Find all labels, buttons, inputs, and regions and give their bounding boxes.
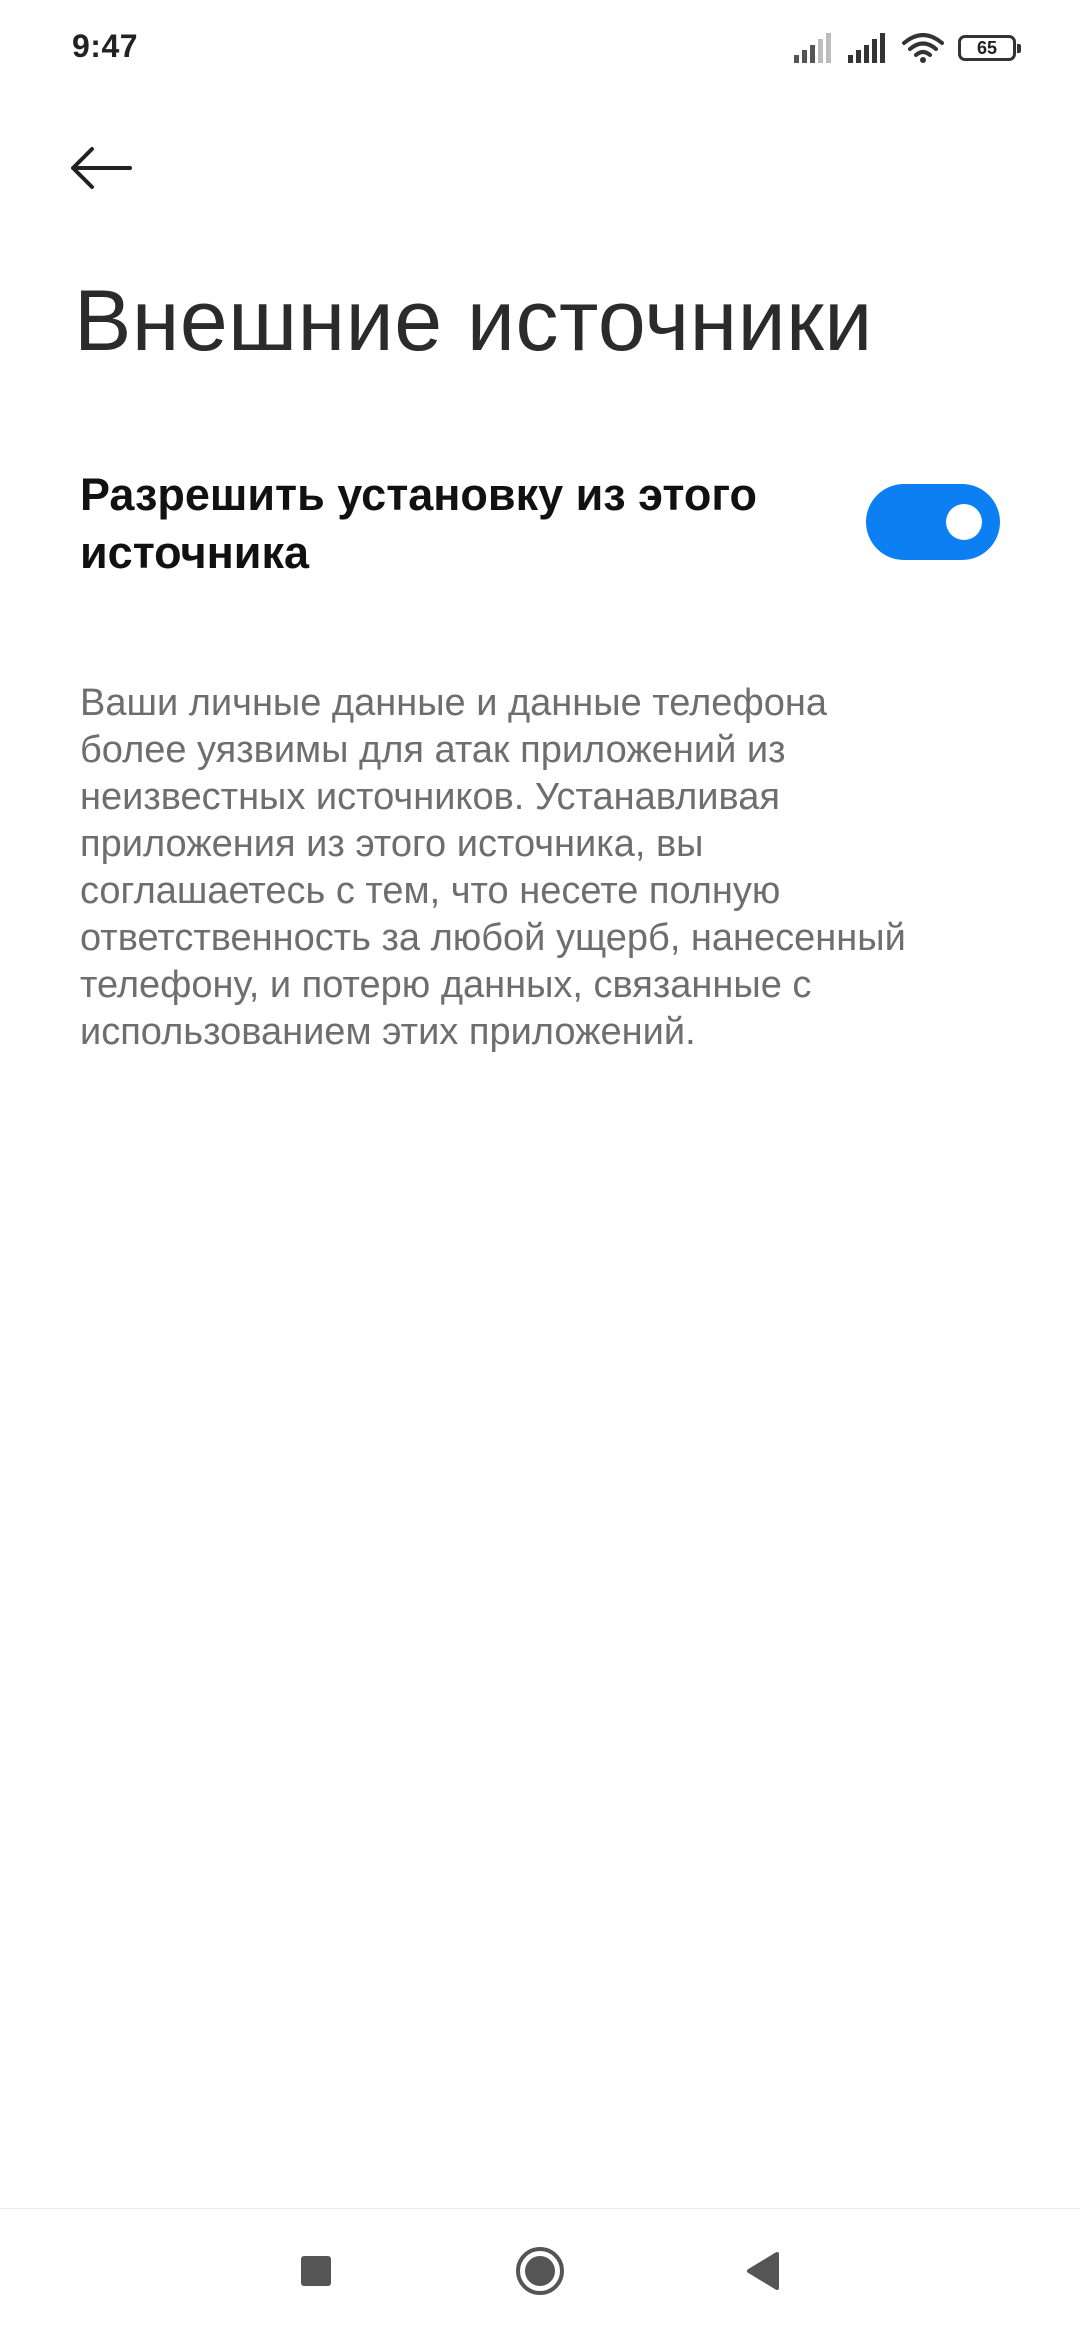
- allow-install-toggle[interactable]: [866, 484, 1000, 560]
- arrow-left-icon: [70, 146, 132, 195]
- wifi-icon: [902, 33, 944, 63]
- battery-level: 65: [976, 37, 998, 58]
- home-icon: [514, 2245, 566, 2302]
- navigation-bar: [0, 2209, 1080, 2340]
- status-time: 9:47: [72, 28, 139, 64]
- back-button[interactable]: [70, 130, 160, 210]
- battery-icon: [958, 35, 1016, 61]
- signal-icon: [794, 33, 834, 63]
- status-bar: [0, 0, 1080, 96]
- toggle-knob: [946, 504, 982, 540]
- setting-label: Разрешить установку из этого источника: [80, 469, 757, 578]
- home-button[interactable]: [500, 2233, 580, 2313]
- install-permission-row[interactable]: [80, 460, 1010, 590]
- warning-text: Ваши личные данные и данные телефона более уязвимы для атак приложений из неизвестных источников. Устанавливая приложения из этого источника, вы соглашаетесь с тем, что несете полную ответственность за любой ущерб, нанесенный телефону, и потерю данных, связанные с использованием этих приложений.: [80, 682, 906, 1053]
- page-title: Внешние источники: [74, 273, 873, 369]
- status-icons: [794, 30, 1016, 66]
- back-triangle-icon: [744, 2251, 780, 2296]
- nav-back-button[interactable]: [722, 2233, 802, 2313]
- recents-icon: [299, 2254, 333, 2293]
- signal-icon: [848, 33, 888, 63]
- recents-button[interactable]: [276, 2233, 356, 2313]
